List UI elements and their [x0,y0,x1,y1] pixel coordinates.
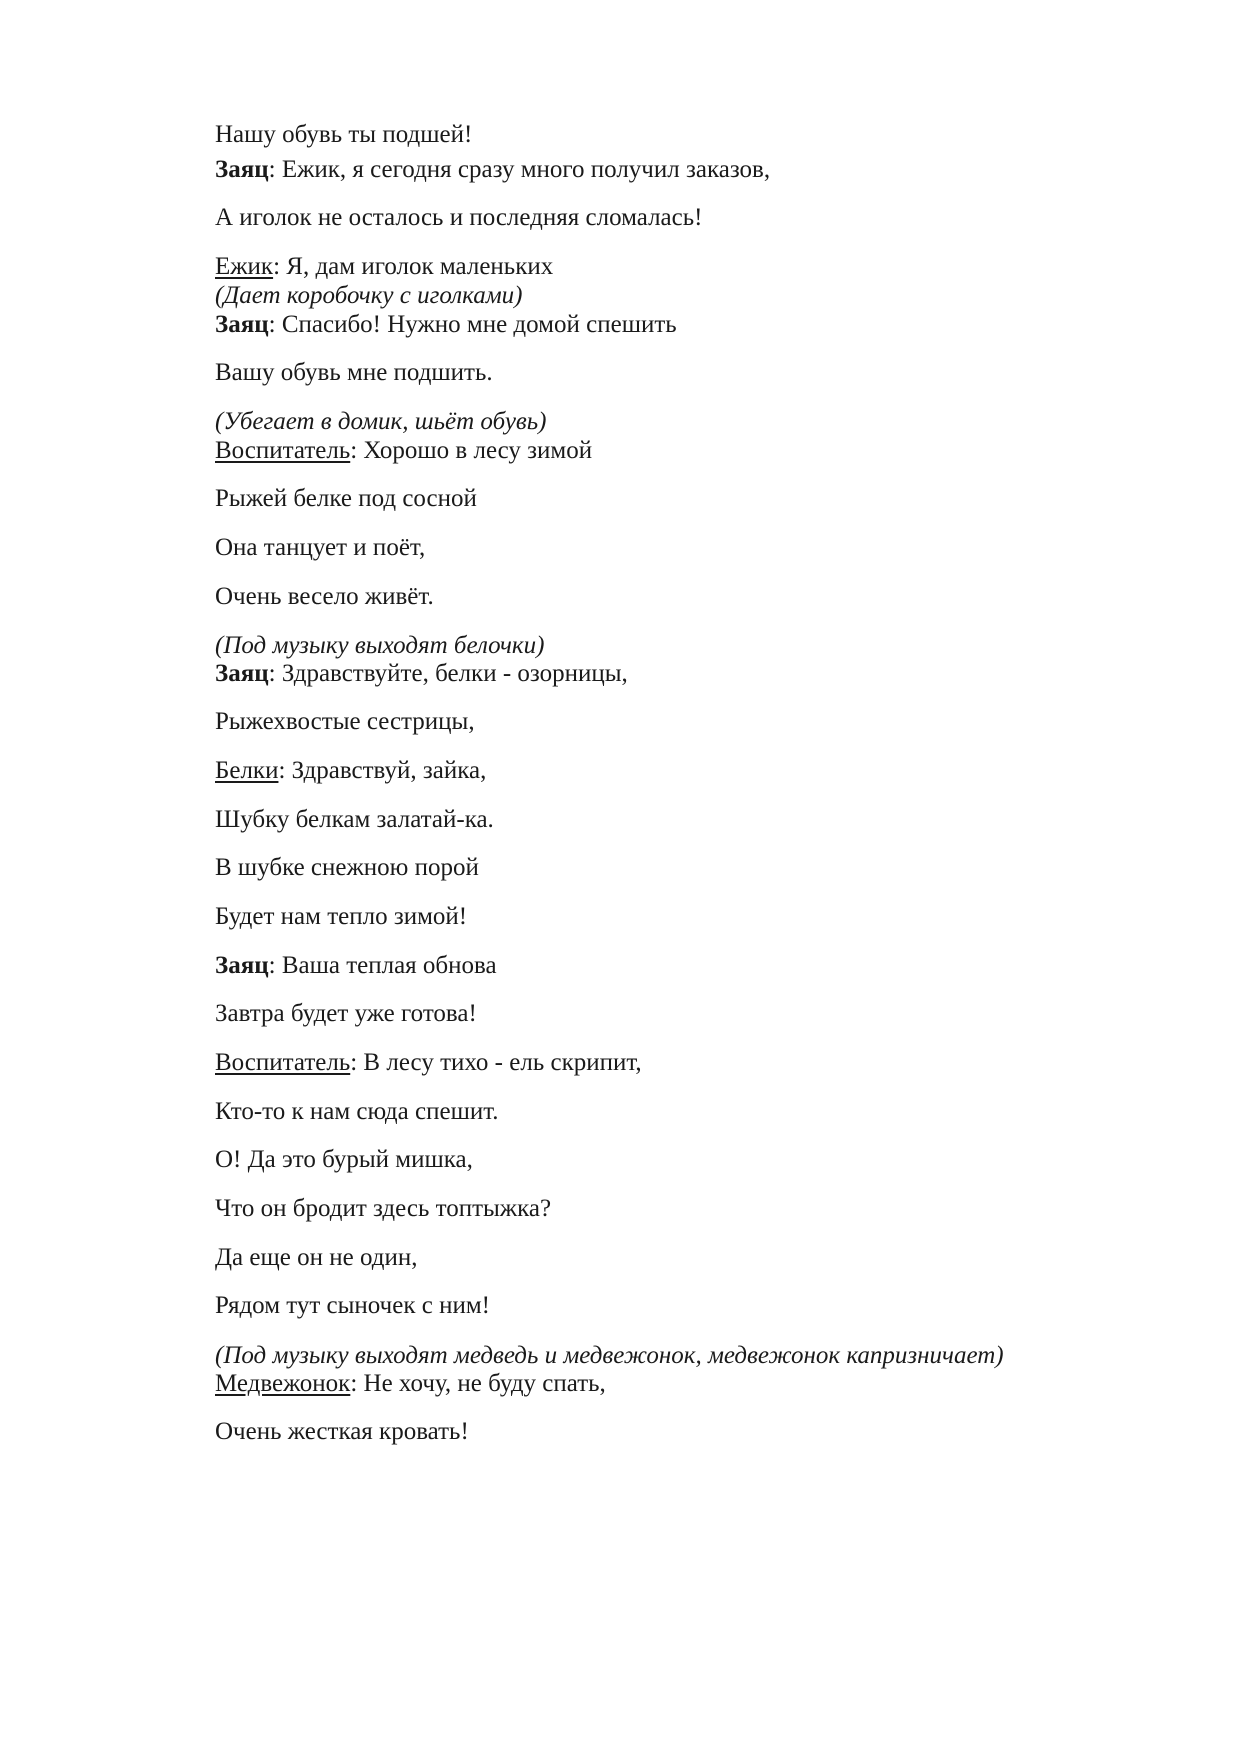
line-text: В шубке снежною порой [215,854,479,881]
line-text: Завтра будет уже готова! [215,1000,477,1027]
line-text: Рыжехвостые сестрицы, [215,708,475,735]
line-text: : Здравствуй, зайка, [278,757,487,784]
text-line [215,999,477,1029]
line-text: Что он бродит здесь топтыжка? [215,1195,552,1222]
stage-direction-text: (Убегает в домик, шьёт обувь) [215,408,547,435]
line-text: : Ежик, я сегодня сразу много получил заказов, [268,156,771,183]
text-line [215,1145,473,1175]
line-text: : Спасибо! Нужно мне домой спешить [268,311,677,338]
line-text: : Здравствуйте, белки - озорницы, [268,660,628,687]
line-text: Рыжей белке под сосной [215,485,477,512]
text-line [215,120,472,150]
text-line [215,1291,490,1321]
stage-direction-text: (Под музыку выходят медведь и медвежонок, медвежонок капризничает) [215,1342,1004,1369]
text-line [215,853,479,883]
dialogue-line [215,436,592,466]
dialogue-line [215,252,553,282]
line-text: Очень жесткая кровать! [215,1418,469,1445]
speaker-belki: Белки [215,757,279,784]
stage-direction [215,631,544,661]
text-line [215,358,493,388]
speaker-vospitatel: Воспитатель [215,437,351,464]
line-text: Очень весело живёт. [215,583,434,610]
stage-direction [215,1341,1004,1371]
stage-direction [215,281,523,311]
speaker-zayats: Заяц [215,660,269,687]
text-line [215,902,467,932]
stage-direction-text: (Дает коробочку с иголками) [215,282,523,309]
stage-direction-text: (Под музыку выходят белочки) [215,632,545,659]
line-text: Она танцует и поёт, [215,534,426,561]
line-text: Будет нам тепло зимой! [215,903,468,930]
text-line [215,533,425,563]
dialogue-line [215,310,677,340]
speaker-medvezhonok: Медвежонок [215,1370,351,1397]
speaker-zayats: Заяц [215,156,269,183]
text-line [215,1194,551,1224]
speaker-zayats: Заяц [215,952,269,979]
line-text: Шубку белкам залатай-ка. [215,806,494,833]
speaker-ezhik: Ежик [215,253,274,280]
speaker-vospitatel: Воспитатель [215,1049,351,1076]
line-text: А иголок не осталось и последняя сломалась! [215,204,703,231]
text-line [215,1417,469,1447]
dialogue-line [215,951,497,981]
line-text: Нашу обувь ты подшей! [215,121,473,148]
text-line [215,805,494,835]
line-text: : Ваша теплая обнова [268,952,497,979]
text-line [215,707,475,737]
line-text: Вашу обувь мне подшить. [215,359,493,386]
text-line [215,582,434,612]
dialogue-line [215,659,628,689]
text-line [215,1097,499,1127]
stage-direction [215,407,546,437]
line-text: О! Да это бурый мишка, [215,1146,473,1173]
dialogue-line [215,1369,606,1399]
line-text: Рядом тут сыночек с ним! [215,1292,490,1319]
line-text: Кто-то к нам сюда спешит. [215,1098,499,1125]
dialogue-line [215,155,770,185]
line-text: : В лесу тихо - ель скрипит, [350,1049,642,1076]
text-line [215,1243,417,1273]
line-text: Да еще он не один, [215,1244,418,1271]
dialogue-line [215,756,486,786]
line-text: : Хорошо в лесу зимой [350,437,593,464]
line-text: : Не хочу, не буду спать, [350,1370,606,1397]
text-line [215,203,702,233]
line-text: : Я, дам иголок маленьких [273,253,554,280]
speaker-zayats: Заяц [215,311,269,338]
dialogue-line [215,1048,642,1078]
text-line [215,484,477,514]
